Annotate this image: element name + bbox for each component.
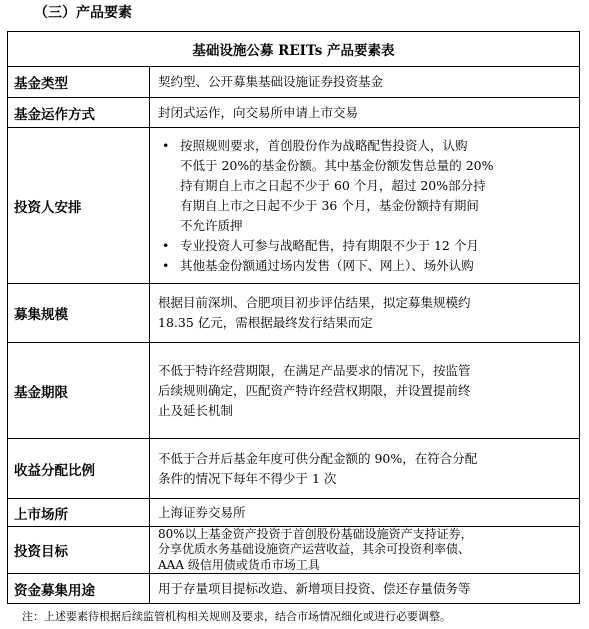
table-row-investment-objective — [8, 526, 579, 573]
row-label: 基金类型 — [8, 67, 150, 97]
value-line: • 专业投资人可参与战略配售，持有期限不少于 12 个月 — [180, 238, 479, 253]
row-label: 资金募集用途 — [8, 574, 150, 603]
value-line: 18.35 亿元，需根据最终发行结果而定 — [158, 315, 373, 330]
table-title: 基础设施公募 REITs 产品要素表 — [192, 43, 395, 59]
row-value — [150, 499, 579, 526]
table-row-distribution-ratio — [8, 438, 579, 498]
row-value — [150, 67, 579, 97]
value-line: 不低于特许经营期限，在满足产品要求的情况下，按监管 — [158, 362, 471, 378]
row-label: 基金期限 — [8, 343, 150, 438]
footnote: 注：上述要素待根据后续监管机构相关规则及要求，结合市场情况细化或进行必要调整。 — [22, 610, 451, 623]
table-row-investor-arrangement — [8, 127, 579, 283]
value-line: 封闭式运作，向交易所申请上市交易 — [158, 104, 359, 120]
value-line: 不允许质押 — [180, 218, 243, 233]
row-value — [150, 284, 579, 342]
row-label: 投资目标 — [8, 527, 150, 573]
value-line: 根据目前深圳、合肥项目初步评估结果，拟定募集规模约 — [158, 295, 471, 310]
row-label: 投资人安排 — [8, 128, 150, 283]
value-line: 上海证券交易所 — [158, 504, 246, 520]
table-row-fund-type — [8, 66, 579, 97]
bullet-item — [158, 136, 571, 236]
table-row-listing-venue — [8, 498, 579, 526]
value-line: 后续规则确定，匹配资产特许经营权期限，并设置提前终 — [158, 382, 471, 398]
row-value — [150, 98, 579, 127]
bullet-item — [158, 256, 571, 276]
table-row-fund-term — [8, 342, 579, 438]
product-elements-table — [7, 31, 580, 604]
value-line: 不低于合并后基金年度可供分配金额的 90%，在符合分配 — [158, 450, 478, 466]
table-row-operation — [8, 97, 579, 127]
value-line: 不低于 20%的基金份额。其中基金份额发售总量的 20% — [180, 158, 494, 173]
row-value — [150, 343, 579, 438]
value-line: AAA 级信用债或货币市场工具 — [158, 557, 320, 572]
section-title: （三）产品要素 — [34, 5, 132, 21]
row-value — [150, 527, 579, 573]
value-line: 80%以上基金资产投资于首创股份基础设施资产支持证券， — [158, 527, 473, 541]
value-line: • 按照规则要求，首创股份作为战略配售投资人，认购 — [180, 138, 468, 153]
table-row-fundraising-scale — [8, 283, 579, 342]
row-value — [150, 128, 579, 283]
row-label: 收益分配比例 — [8, 439, 150, 498]
value-line: 有期自上市之日起不少于 36 个月，基金份额持有期间 — [180, 198, 479, 213]
value-line: 用于存量项目提标改造、新增项目投资、偿还存量债务等 — [158, 580, 471, 596]
row-label: 基金运作方式 — [8, 98, 150, 127]
value-line: 契约型、公开募集基础设施证券投资基金 — [158, 74, 384, 89]
row-label: 上市场所 — [8, 499, 150, 526]
row-label: 募集规模 — [8, 284, 150, 342]
value-line: • 其他基金份额通过场内发售（网下、网上）、场外认购 — [180, 258, 474, 273]
table-row-fund-use — [8, 573, 579, 603]
value-line: 条件的情况下每年不得少于 1 次 — [158, 470, 337, 486]
value-line: 分享优质水务基础设施资产运营收益，其余可投资利率债、 — [158, 542, 471, 557]
row-value — [150, 574, 579, 603]
value-line: 持有期自上市之日起不少于 60 个月，超过 20%部分持 — [180, 178, 486, 193]
row-value — [150, 439, 579, 498]
value-line: 止及延长机制 — [158, 402, 234, 418]
bullet-item — [158, 236, 571, 256]
